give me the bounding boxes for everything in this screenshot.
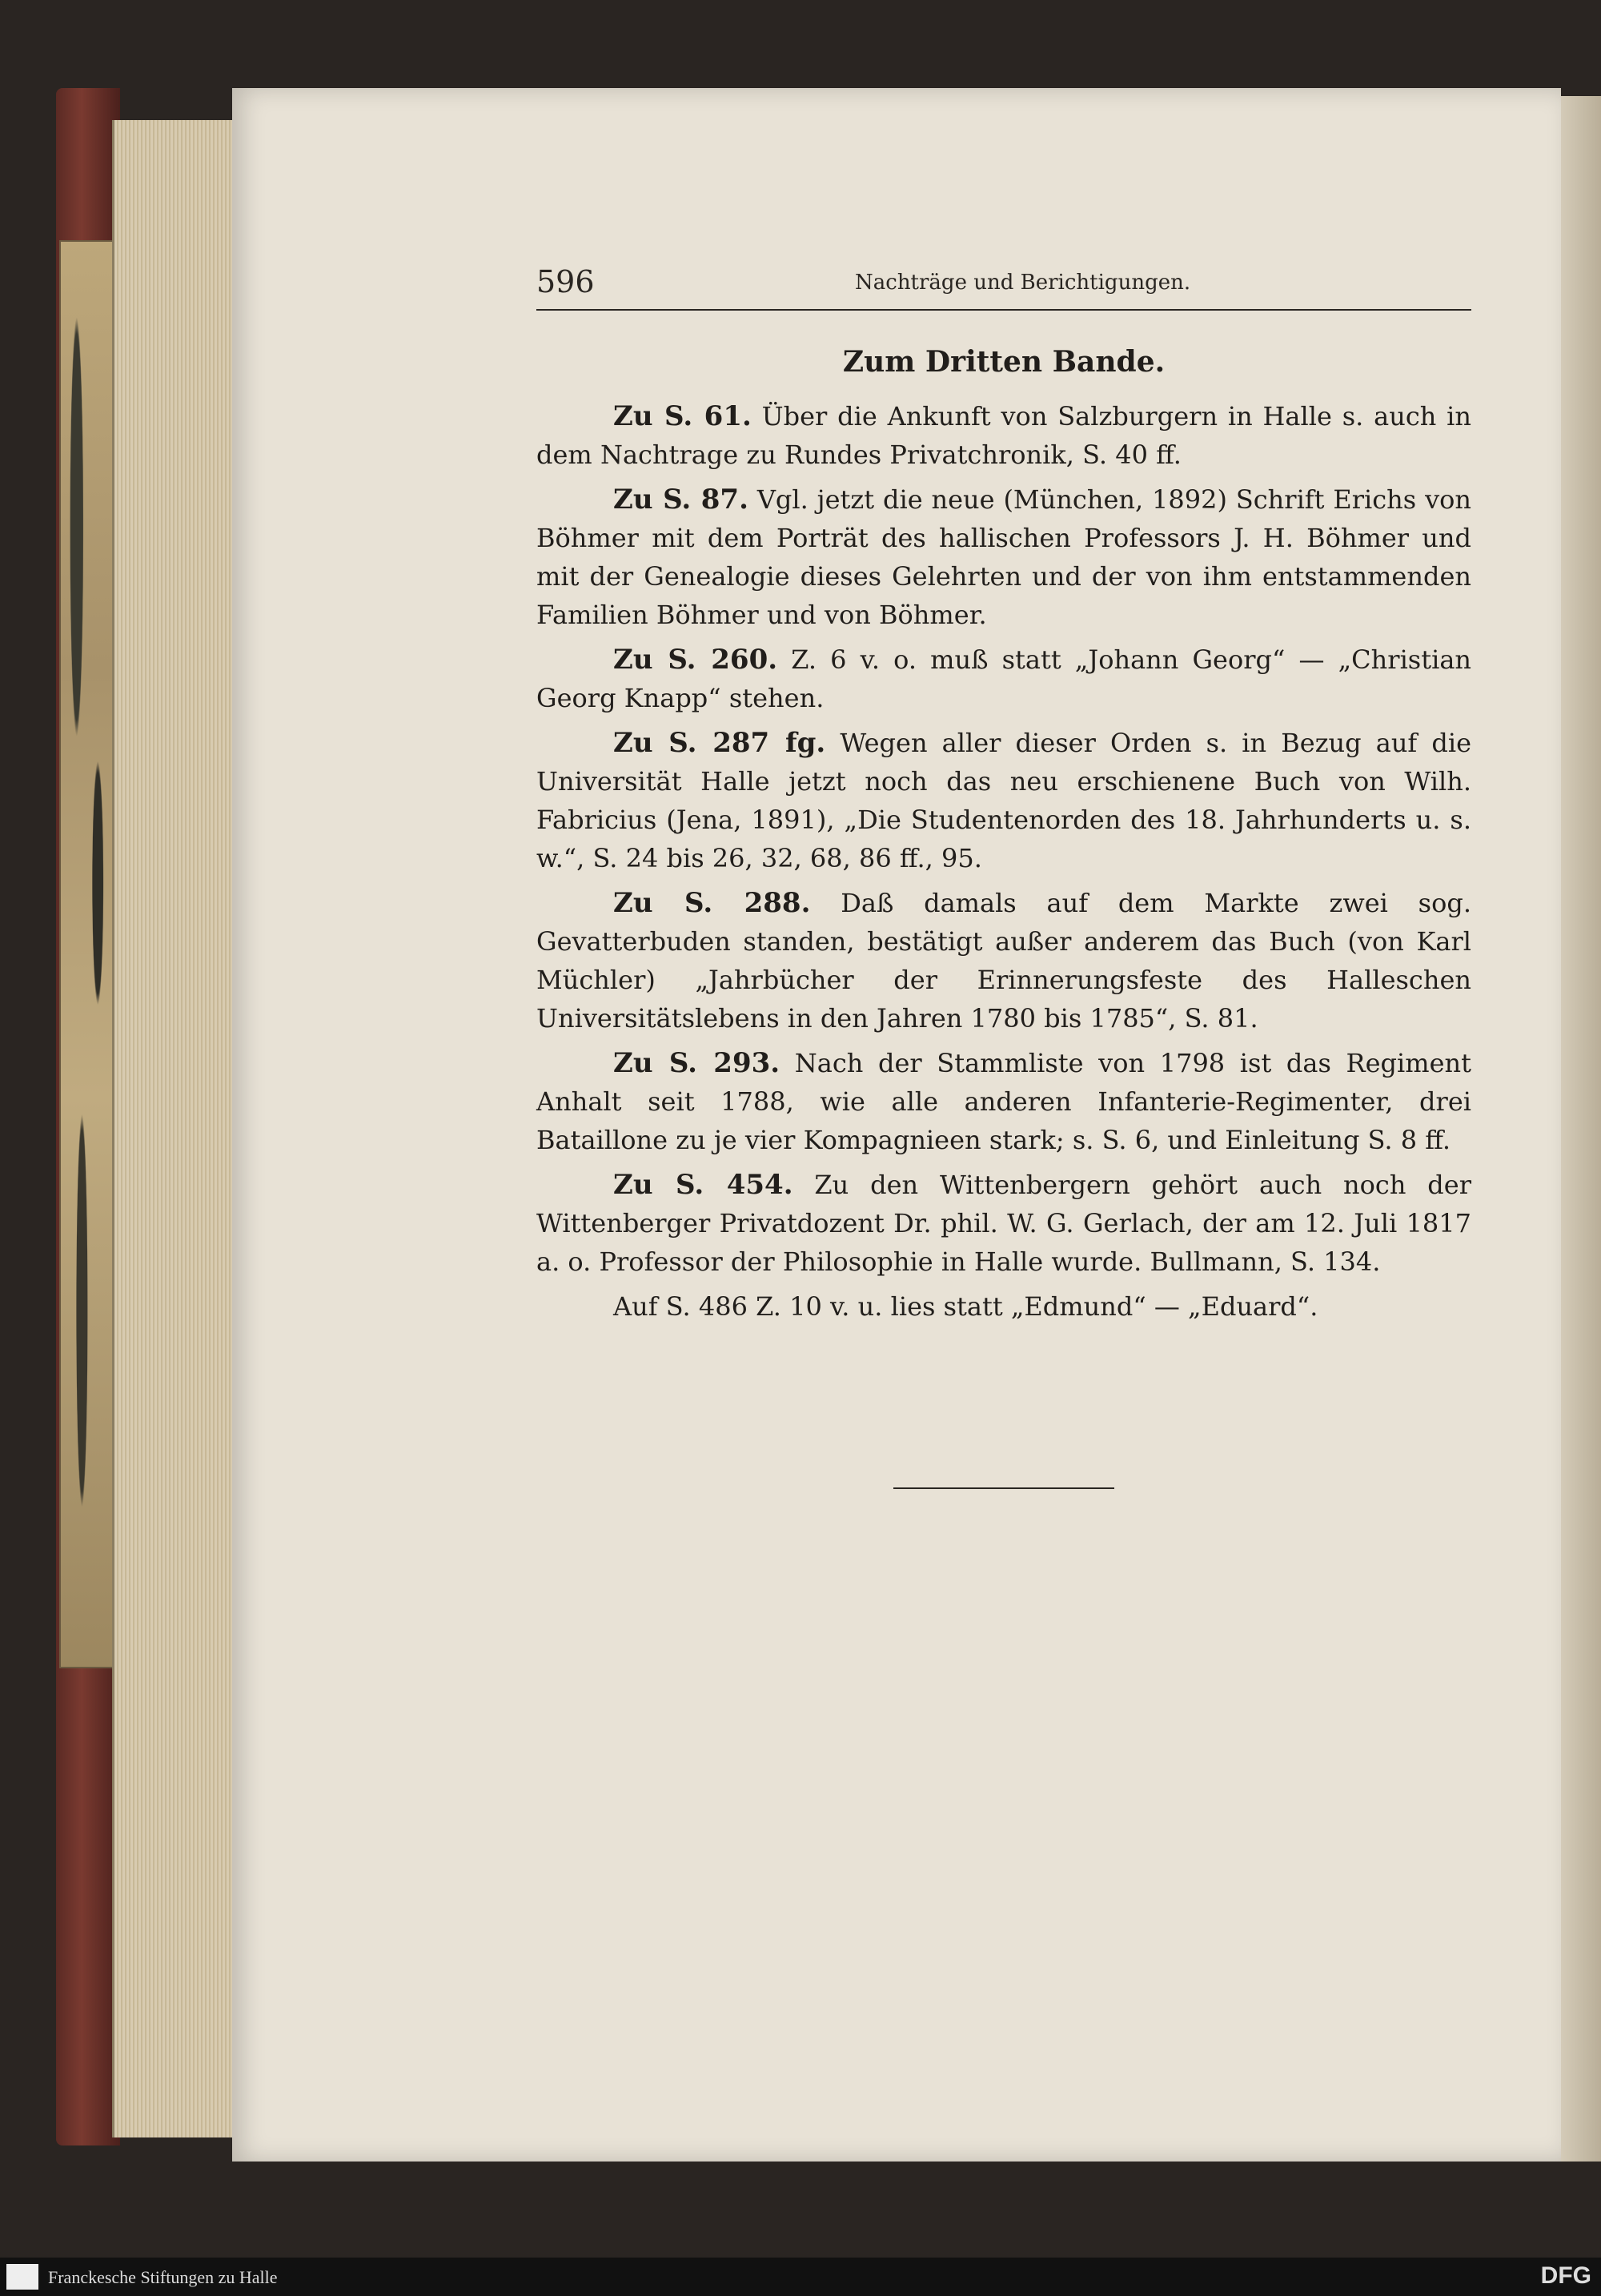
entry-ref: Zu S. 287 fg. — [613, 727, 826, 759]
entry-text: Wegen aller dieser Orden s. in Bezug auf die Universität Halle jetzt noch das neu erschienene Buch von Wilh. Fabricius (Jena, 1891), „Die Studentenorden des 18. Jahrhunderts u. s. w.“, S. 24 bis 26, 32, 68, 86 ff., 95. — [536, 728, 1472, 873]
entry-text: Z. 6 v. o. muß statt „Johann Georg“ — „Christian Georg Knapp“ stehen. — [536, 644, 1471, 713]
entry — [536, 397, 1471, 474]
dfg-logo: DFG — [1540, 2262, 1591, 2289]
entry-ref: Zu S. 260. — [613, 644, 778, 676]
entry-text: Über die Ankunft von Salzburgern in Halle s. auch in dem Nachtrage zu Rundes Privatchronik, S. 40 ff. — [536, 401, 1472, 470]
institution-name: Franckesche Stiftungen zu Halle — [48, 2267, 278, 2287]
footer-bar — [0, 2258, 1601, 2296]
entry-text: Vgl. jetzt die neue (München, 1892) Schrift Erichs von Böhmer mit dem Porträt des hallischen Professors J. H. Böhmer und mit der Genealogie dieses Gelehrten und der von ihm entstammenden Familien Böhmer und von Böhmer. — [536, 484, 1472, 630]
running-head — [536, 264, 1471, 311]
running-title: Nachträge und Berichtigungen. — [855, 271, 1191, 295]
entry-text: Zu den Wittenbergern gehört auch noch der Wittenberger Privatdozent Dr. phil. W. G. Gerlach, der am 12. Juli 1817 a. o. Professor der Philosophie in Halle wurde. Bullmann, S. 134. — [536, 1170, 1471, 1277]
entry-ref: Zu S. 293. — [613, 1047, 780, 1079]
page-edges — [112, 120, 243, 2137]
entry — [536, 1044, 1471, 1159]
institution-logo-icon — [6, 2264, 38, 2290]
closing-line: Auf S. 486 Z. 10 v. u. lies statt „Edmund“ — „Eduard“. — [613, 1291, 1318, 1322]
section-divider — [893, 1487, 1114, 1489]
entry-text: Daß damals auf dem Markte zwei sog. Gevatterbuden standen, bestätigt außer anderem das Buch (von Karl Müchler) „Jahrbücher der Erinnerungsfeste des Halleschen Universitätslebens in den Jahren 1780 bis 1785“, S. 81. — [536, 888, 1472, 1034]
entry-ref: Zu S. 288. — [613, 887, 811, 919]
entry-ref: Zu S. 454. — [613, 1169, 793, 1201]
entry — [536, 480, 1471, 634]
entry-ref: Zu S. 61. — [613, 400, 752, 432]
entry-text: Nach der Stammliste von 1798 ist das Regiment Anhalt seit 1788, wie alle anderen Infanterie-Regimenter, drei Bataillone zu je vier Kompagnieen stark; s. S. 6, und Einleitung S. 8 ff. — [536, 1048, 1472, 1155]
entry-ref: Zu S. 87. — [613, 484, 748, 516]
page-number: 596 — [536, 264, 595, 299]
entry — [536, 884, 1471, 1038]
facing-page-edge — [1561, 96, 1601, 2162]
text-block — [536, 343, 1471, 1332]
entry — [536, 640, 1471, 717]
marbled-cover — [59, 240, 115, 1668]
entry — [536, 724, 1471, 877]
entry — [536, 1166, 1471, 1281]
section-title: Zum Dritten Bande. — [842, 345, 1166, 379]
